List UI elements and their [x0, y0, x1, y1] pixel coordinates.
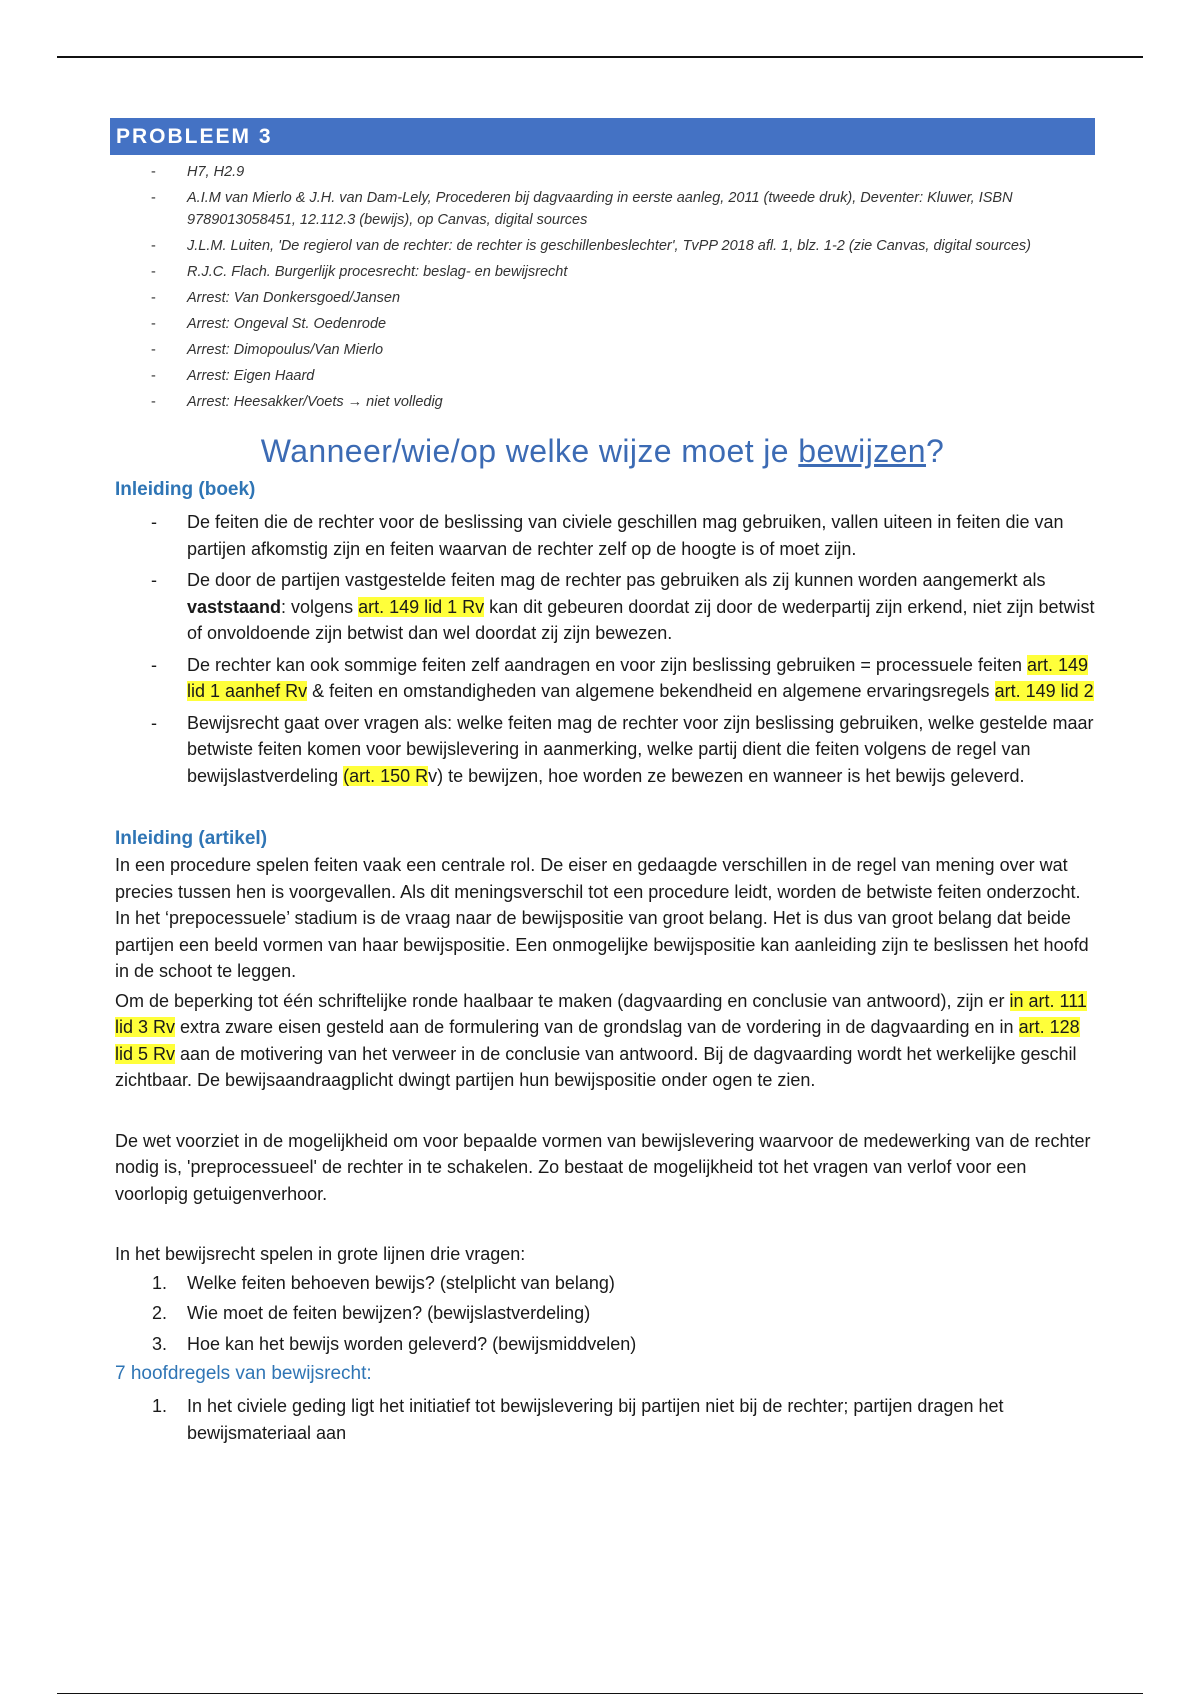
source-item: - A.I.M van Mierlo & J.H. van Dam-Lely, Procederen bij dagvaarding in eerste aanleg, 2011 (tweede druk), Deventer: Kluwer, ISBN 9789013058451, 12.112.3 (bewijs), op Canvas, digital sources [110, 187, 1095, 231]
heading-inleiding-boek: Inleiding (boek) [115, 479, 256, 500]
text-run: : volgens [281, 596, 359, 617]
bold-term: vaststaand [187, 596, 282, 617]
source-item: - Arrest: Ongeval St. Oedenrode [110, 313, 1095, 335]
source-item: - J.L.M. Luiten, 'De regierol van de rechter: de rechter is geschillenbeslechter', TvPP 2018 afl. 1, blz. 1-2 (zie Canvas, digital sources) [110, 235, 1095, 257]
source-item: - Arrest: Dimopoulus/Van Mierlo [110, 339, 1095, 361]
item-text: In het civiele geding ligt het initiatief tot bewijslevering bij partijen niet bij de rechter; partijen dragen het bewijsmateriaal aan [187, 1396, 1004, 1443]
paragraph [115, 988, 1095, 1094]
highlight-article: (art. 150 R [343, 765, 429, 786]
source-item: - Arrest: Heesakker/Voets → niet volledig [110, 391, 1095, 413]
page-content [110, 118, 1095, 1450]
source-item: - Arrest: Eigen Haard [110, 365, 1095, 387]
text-run: kan dit gebeuren doordat zij door de wederpartij zijn erkend, niet zijn betwist of onvoldoende zijn betwist dan wel doordat zij zijn bewezen. [187, 596, 1095, 643]
item-number: 3. [152, 1333, 168, 1354]
item-number: 1. [152, 1396, 168, 1416]
problem-banner: PROBLEEM 3 [110, 118, 1095, 155]
highlight-article: in art. 111 lid 3 Rv [115, 990, 1087, 1037]
list-item: - De feiten die de rechter voor de beslissing van civiele geschillen mag gebruiken, vallen uiteen in feiten die van partijen afkomstig zijn en feiten waarvan de rechter zelf op de hoogte is of moet zijn. [110, 509, 1095, 562]
item-number: 1. [152, 1272, 168, 1293]
text-run: aan de motivering van het verweer in de conclusie van antwoord. Bij de dagvaarding wordt het werkelijke geschil zichtbaar. De bewijsaandraagplicht dwingt partijen hun bewijspositie onder ogen te zien. [115, 1043, 1077, 1090]
heading-inleiding-artikel: Inleiding (artikel) [115, 828, 268, 849]
text-run: v) te bewijzen, hoe worden ze bewezen en wanneer is het bewijs geleverd. [428, 765, 1025, 786]
item-text: Wie moet de feiten bewijzen? (bewijslastverdeling) [187, 1303, 591, 1323]
list-item [110, 710, 1095, 790]
source-item: - H7, H2.9 [110, 161, 1095, 183]
source-item: - Arrest: Van Donkersgoed/Jansen [110, 287, 1095, 309]
item-text: Hoe kan het bewijs worden geleverd? (bewijsmiddvelen) [187, 1333, 637, 1354]
list-item [110, 1300, 1095, 1327]
source-item: - R.J.C. Flach. Burgerlijk procesrecht: beslag- en bewijsrecht [110, 261, 1095, 283]
highlight-article: art. 128 lid 5 Rv [115, 1017, 1080, 1064]
title-prefix: Wanneer/wie/op welke wijze moet je [260, 433, 799, 469]
paragraph: De wet voorziet in de mogelijkheid om voor bepaalde vormen van bewijslevering waarvoor de medewerking van de rechter nodig is, 'preprocessueel' de rechter in te schakelen. Zo bestaat de mogelijkheid tot het vragen van verlof voor een voorlopig getuigenverhoor. [115, 1130, 1091, 1204]
inleiding-boek-list [110, 509, 1095, 789]
highlight-article: art. 149 lid 1 aanhef Rv [187, 654, 1089, 701]
highlight-article: art. 149 lid 2 [994, 681, 1094, 701]
list-item [110, 1270, 1095, 1297]
item-text: Welke feiten behoeven bewijs? (stelplicht van belang) [187, 1272, 615, 1293]
title-underlined: bewijzen [798, 433, 926, 469]
heading-hoofdregels: 7 hoofdregels van bewijsrecht: [115, 1363, 372, 1384]
paragraph: In het bewijsrecht spelen in grote lijnen drie vragen: [115, 1244, 526, 1264]
top-rule [57, 56, 1143, 58]
text-run: Bewijsrecht gaat over vragen als: welke feiten mag de rechter voor zijn beslissing gebruiken, welke gestelde maar betwiste feiten komen voor bewijslevering in aanmerking, welke partij dient die feiten volgens de regel van bewijslastverdeling [187, 712, 1094, 786]
sources-list [110, 161, 1095, 413]
text-run: De door de partijen vastgestelde feiten mag de rechter pas gebruiken als zij kunnen worden aangemerkt als [187, 570, 1046, 590]
text-run: Om de beperking tot één schriftelijke ronde haalbaar te maken (dagvaarding en conclusie van antwoord), zijn er [115, 990, 1010, 1011]
text-run: De rechter kan ook sommige feiten zelf aandragen en voor zijn beslissing gebruiken = processuele feiten [187, 654, 1027, 675]
list-item [110, 1331, 1095, 1358]
rules-list [110, 1393, 1095, 1446]
text-run: & feiten en omstandigheden van algemene bekendheid en algemene ervaringsregels [307, 681, 995, 701]
list-item [110, 652, 1095, 705]
text-run: extra zware eisen gesteld aan de formulering van de grondslag van de vordering in de dagvaarding en in [175, 1017, 1019, 1037]
list-item [110, 567, 1095, 647]
highlight-article: art. 149 lid 1 Rv [358, 596, 485, 617]
bottom-rule [57, 1693, 1143, 1694]
item-number: 2. [152, 1303, 168, 1323]
title-suffix: ? [926, 433, 945, 469]
list-item [110, 1393, 1095, 1446]
questions-list [110, 1270, 1095, 1358]
paragraph: In een procedure spelen feiten vaak een centrale rol. De eiser en gedaagde verschillen in de regel van mening over wat precies tussen hen is voorgevallen. Als dit meningsverschil tot een procedure leidt, worden de betwiste feiten onderzocht. In het ‘prepocessuele’ stadium is de vraag naar de bewijspositie van groot belang. Het is dus van groot belang dat beide partijen een beeld vormen van haar bewijspositie. Een onmogelijke bewijspositie kan aanleiding zijn te beslissen het hoofd in de schoot te leggen. [115, 855, 1089, 981]
page-title [110, 431, 1095, 471]
